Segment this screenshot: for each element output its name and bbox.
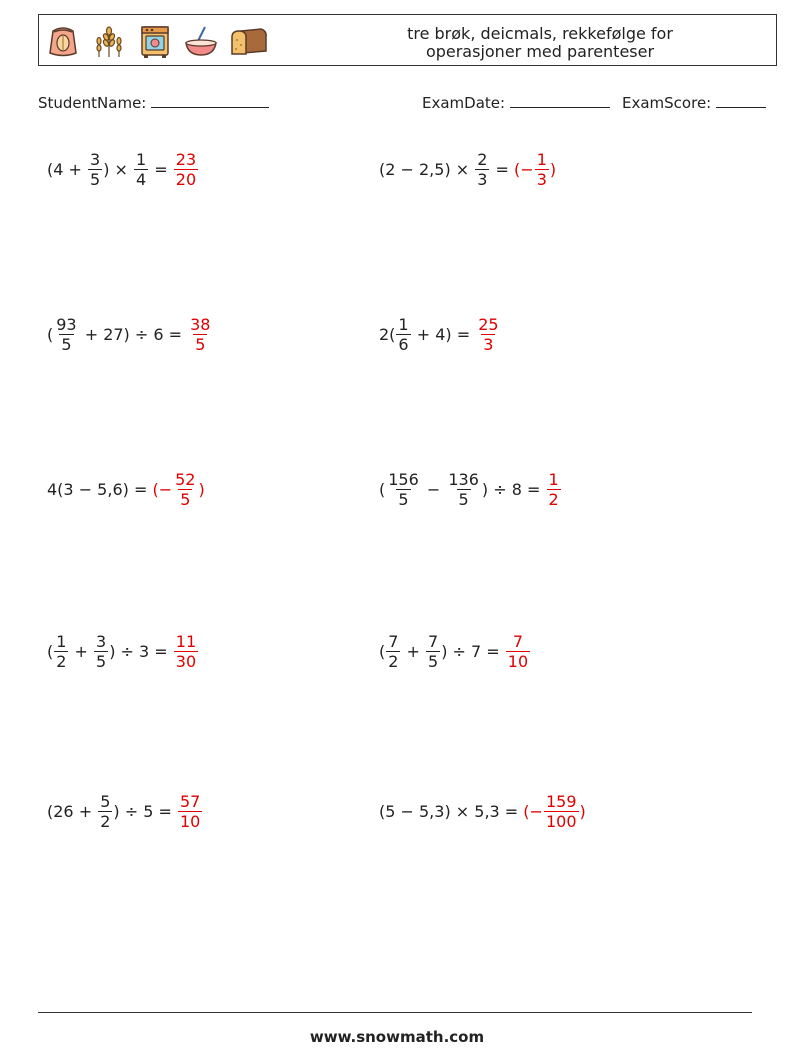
exam-score-field (622, 93, 766, 112)
mixing-bowl-icon (183, 23, 219, 59)
fraction (396, 315, 410, 354)
denominator: 3 (477, 169, 488, 189)
answer-suffix: ) (579, 801, 586, 821)
answer (173, 632, 199, 671)
numerator: 5 (100, 791, 111, 811)
numerator: 7 (388, 631, 399, 651)
answer-fraction (173, 470, 197, 509)
denominator: 100 (545, 811, 577, 831)
answer (177, 792, 203, 831)
denominator: 3 (536, 169, 547, 189)
denominator: 5 (180, 489, 191, 509)
denominator: 2 (548, 489, 559, 509)
worksheet-header (38, 14, 777, 66)
problem-9 (47, 786, 203, 836)
expression-text: ) ÷ 5 (113, 801, 154, 821)
worksheet-title (360, 25, 720, 61)
expression-text: = (451, 324, 476, 344)
expression-text: ( (47, 641, 54, 661)
denominator: 5 (61, 334, 72, 354)
expression-text: ( (379, 641, 386, 661)
fraction (426, 632, 440, 671)
answer-prefix: (− (152, 479, 173, 499)
answer-fraction (476, 315, 500, 354)
expression-text: (4 + (47, 159, 87, 179)
numerator: 1 (398, 314, 409, 334)
fraction (94, 632, 108, 671)
problem-4 (379, 309, 502, 359)
expression-text: 4(3 − 5,6) (47, 479, 129, 499)
numerator: 3 (90, 149, 101, 169)
problem-10 (379, 786, 586, 836)
expression-text: = (499, 801, 524, 821)
numerator: 93 (56, 314, 77, 334)
student-name-blank[interactable] (151, 93, 269, 108)
denominator: 20 (175, 169, 197, 189)
expression-text: + 27) ÷ 6 (79, 324, 164, 344)
wheat-icon (91, 23, 127, 59)
numerator: 3 (96, 631, 107, 651)
denominator: 2 (100, 811, 111, 831)
exam-score-label: ExamScore: (622, 94, 712, 112)
answer (187, 315, 213, 354)
answer-fraction (544, 792, 579, 831)
answer-fraction (174, 150, 198, 189)
denominator: 5 (96, 651, 107, 671)
answer (514, 150, 556, 189)
answer-fraction (174, 632, 198, 671)
expression-text: ( (379, 479, 386, 499)
answer (523, 792, 585, 831)
answer-fraction (535, 150, 549, 189)
fraction (446, 470, 481, 509)
exam-date-field (422, 93, 610, 112)
fraction (134, 150, 148, 189)
expression-text: − (421, 479, 446, 499)
answer-suffix: ) (198, 479, 205, 499)
fraction (386, 470, 421, 509)
answer (546, 470, 562, 509)
numerator: 7 (512, 631, 524, 651)
expression-text: ) ÷ 7 (441, 641, 482, 661)
fraction (475, 150, 489, 189)
expression-text: = (149, 159, 173, 179)
expression-text: + (401, 641, 426, 661)
expression-text: = (153, 801, 177, 821)
numerator: 1 (56, 631, 67, 651)
footer-divider (38, 1012, 752, 1013)
numerator: 57 (179, 791, 201, 811)
title-line-2: operasjoner med parenteser (425, 42, 655, 61)
exam-score-blank[interactable] (716, 93, 766, 108)
flour-sack-icon (45, 23, 81, 59)
footer-url: www.snowmath.com (309, 1028, 485, 1046)
numerator: 156 (388, 469, 419, 489)
answer-prefix: (− (523, 801, 543, 821)
numerator: 52 (175, 469, 196, 489)
oven-icon (137, 23, 173, 59)
fraction (54, 632, 68, 671)
problem-5 (47, 464, 205, 514)
answer-prefix: (− (514, 159, 534, 179)
denominator: 3 (483, 334, 494, 354)
answer-suffix: ) (549, 159, 557, 179)
numerator: 2 (477, 149, 488, 169)
denominator: 5 (458, 489, 469, 509)
numerator: 25 (478, 314, 499, 334)
student-name-label: StudentName: (38, 94, 147, 112)
expression-text: = (128, 479, 153, 499)
answer (505, 632, 531, 671)
denominator: 4 (136, 169, 147, 189)
numerator: 38 (190, 314, 211, 334)
answer-fraction (547, 470, 561, 509)
answer (173, 150, 199, 189)
problem-8 (379, 626, 531, 676)
denominator: 5 (428, 651, 439, 671)
expression-text: ) ÷ 3 (109, 641, 150, 661)
problem-2 (379, 144, 556, 194)
numerator: 11 (175, 631, 197, 651)
denominator: 10 (507, 651, 529, 671)
numerator: 136 (448, 469, 479, 489)
answer-fraction (506, 632, 530, 671)
title-line-1: tre brøk, deicmals, rekkefølge for (407, 24, 673, 43)
denominator: 6 (398, 334, 409, 354)
student-name-field (38, 93, 269, 112)
problem-6 (379, 464, 562, 514)
expression-text: (5 − 5,3) × 5,3 (379, 801, 500, 821)
expression-text: = (149, 641, 173, 661)
fraction (386, 632, 400, 671)
bread-loaf-icon (229, 23, 269, 59)
problem-1 (47, 144, 199, 194)
expression-text: (2 − 2,5) × (379, 159, 475, 179)
numerator: 1 (536, 149, 547, 169)
expression-text: (26 + (47, 801, 98, 821)
numerator: 23 (175, 149, 197, 169)
fraction (54, 315, 78, 354)
expression-text: = (481, 641, 505, 661)
expression-text: + (69, 641, 94, 661)
numerator: 7 (428, 631, 439, 651)
expression-text: ) ÷ 8 (481, 479, 522, 499)
numerator: 1 (136, 149, 147, 169)
answer (152, 470, 204, 509)
answer-fraction (188, 315, 212, 354)
answer-fraction (178, 792, 202, 831)
fraction (88, 150, 102, 189)
denominator: 5 (90, 169, 101, 189)
expression-text: 2( (379, 324, 396, 344)
answer (475, 315, 501, 354)
denominator: 5 (398, 489, 409, 509)
denominator: 2 (56, 651, 67, 671)
problem-7 (47, 626, 199, 676)
fraction (98, 792, 112, 831)
exam-date-blank[interactable] (510, 93, 610, 108)
expression-text: + 4) (411, 324, 452, 344)
denominator: 5 (195, 334, 206, 354)
denominator: 30 (175, 651, 197, 671)
expression-text: = (521, 479, 546, 499)
header-icons (45, 23, 269, 59)
numerator: 1 (548, 469, 559, 489)
problem-3 (47, 309, 213, 359)
denominator: 10 (179, 811, 201, 831)
numerator: 159 (545, 791, 577, 811)
expression-text: = (163, 324, 188, 344)
expression-text: ( (47, 324, 54, 344)
denominator: 2 (388, 651, 399, 671)
expression-text: ) × (103, 159, 134, 179)
exam-date-label: ExamDate: (422, 94, 506, 112)
expression-text: = (490, 159, 515, 179)
